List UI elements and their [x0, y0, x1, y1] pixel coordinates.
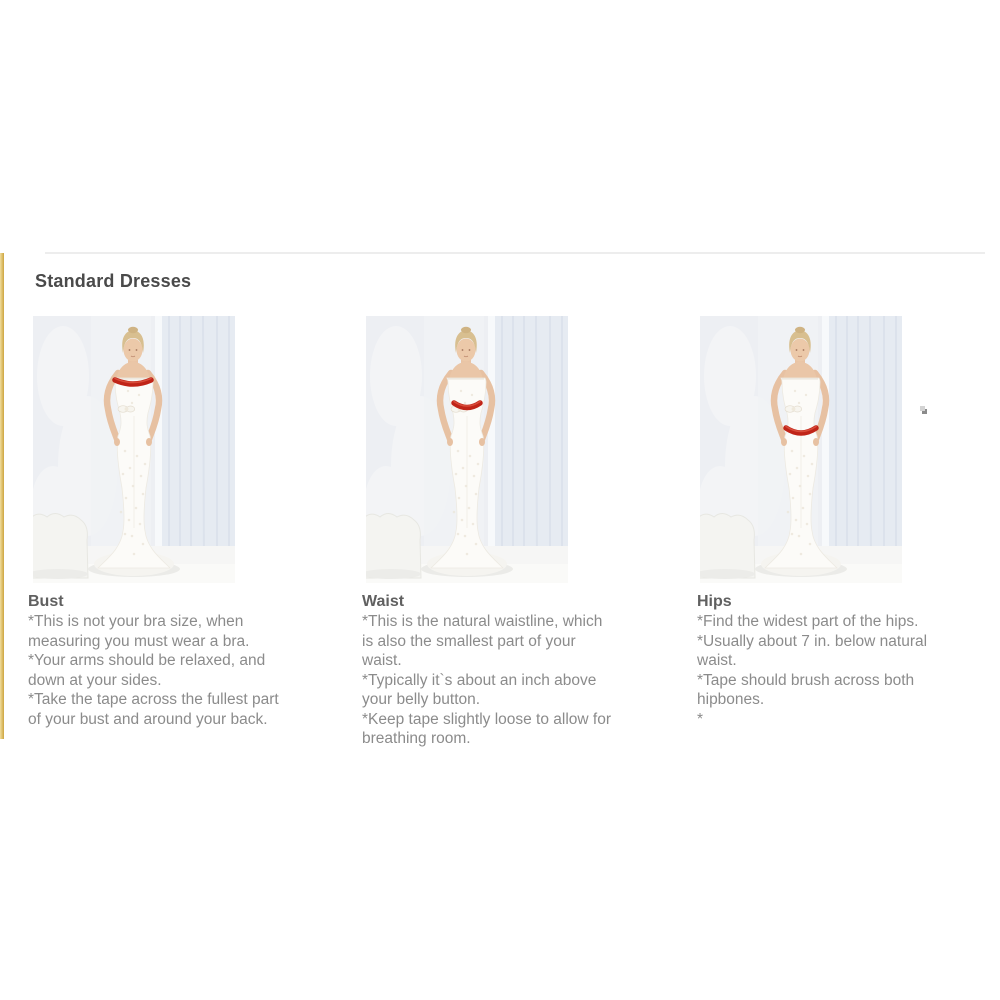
dress-illustration [366, 316, 568, 583]
instruction-line: *Take the tape across the fullest part [28, 691, 279, 708]
dress-illustration [700, 316, 902, 583]
instruction-line: *This is not your bra size, when [28, 613, 244, 630]
instruction-line: is also the smallest part of your [362, 632, 576, 650]
bust-instructions [28, 612, 358, 729]
dress-photo-bust [33, 316, 235, 583]
instruction-line: *Your arms should be relaxed, and [28, 652, 266, 669]
waist-heading: Waist [362, 593, 405, 610]
instruction-line: *Usually about 7 in. below natural [697, 632, 928, 650]
dress-illustration [33, 316, 235, 583]
instruction-line: waist. [697, 652, 737, 669]
hips-instructions [697, 612, 1000, 729]
waist-bow [118, 406, 135, 413]
bust-heading: Bust [28, 593, 64, 610]
instruction-line: * [697, 710, 704, 728]
instruction-line: your belly button. [362, 691, 481, 708]
instruction-line: breathing room. [362, 730, 471, 747]
section-divider [45, 252, 985, 254]
instruction-line: *Keep tape slightly loose to allow for [362, 710, 612, 728]
waist-bow [785, 406, 802, 413]
instruction-line: waist. [362, 652, 402, 669]
instruction-line: of your bust and around your back. [28, 710, 268, 728]
waist-instructions [362, 612, 692, 749]
page-title: Standard Dresses [35, 271, 192, 291]
instruction-line: *This is the natural waistline, which [362, 613, 603, 630]
instruction-line: measuring you must wear a bra. [28, 632, 250, 650]
instruction-line: *Typically it`s about an inch above [362, 671, 597, 689]
instruction-line: hipbones. [697, 691, 765, 708]
dress-photo-hips [700, 316, 902, 583]
hips-heading: Hips [697, 593, 732, 610]
instruction-line: *Tape should brush across both [697, 671, 915, 689]
instruction-line: *Find the widest part of the hips. [697, 613, 919, 630]
dress-photo-waist [366, 316, 568, 583]
stray-mark-artifact [920, 406, 925, 411]
left-accent-bar [0, 253, 4, 739]
instruction-line: down at your sides. [28, 671, 162, 689]
